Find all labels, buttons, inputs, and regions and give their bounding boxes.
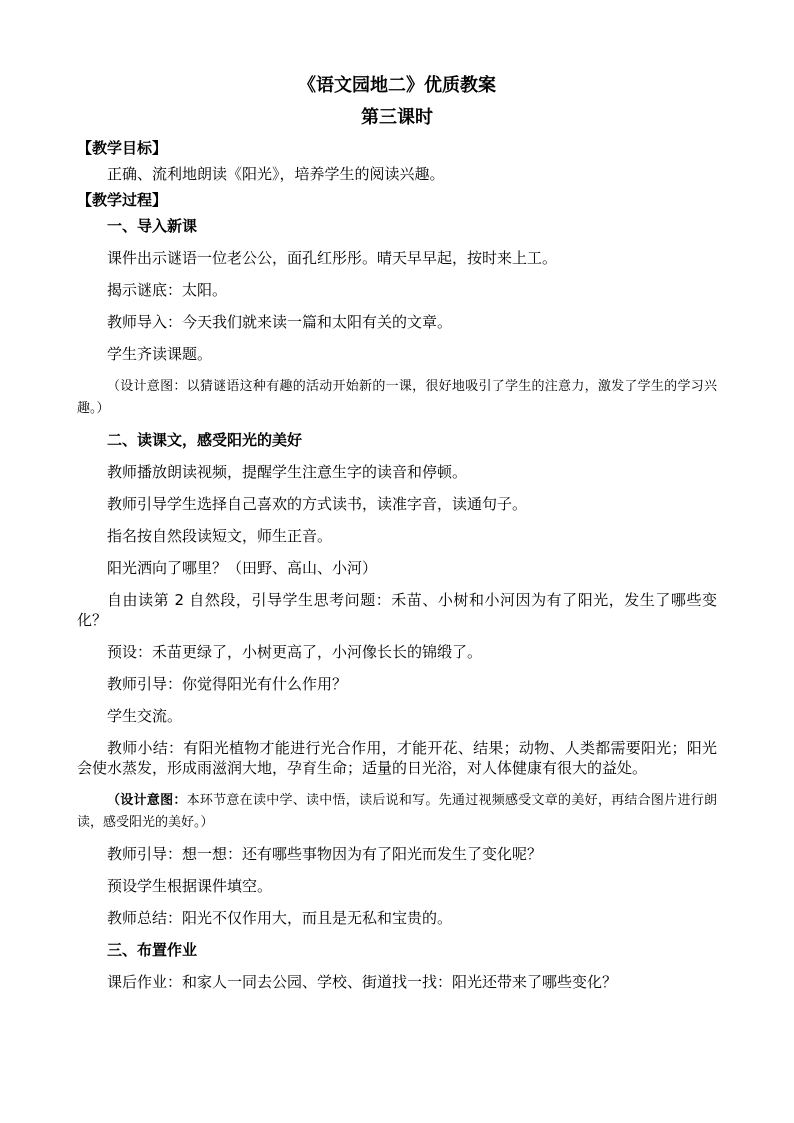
paragraph: 课后作业：和家人一同去公园、学校、街道找一找：阳光还带来了哪些变化？	[107, 973, 618, 991]
part1-heading: 一、导入新课	[107, 217, 198, 235]
part2-heading: 二、读课文，感受阳光的美好	[107, 431, 303, 449]
paragraph: 揭示谜底：太阳。	[107, 281, 228, 299]
paragraph: 自由读第 2 自然段，引导学生思考问题：禾苗、小树和小河因为有了阳光，发生了哪些变化？	[77, 591, 717, 629]
paragraph: 教师引导：想一想：还有哪些事物因为有了阳光而发生了变化呢？	[107, 845, 543, 863]
paragraph: 教师引导学生选择自己喜欢的方式读书，读准字音，读通句子。	[107, 495, 528, 513]
paragraph: 学生交流。	[107, 707, 183, 725]
paragraph: 课件出示谜语一位老公公，面孔红彤彤。晴天早早起，按时来上工。	[107, 249, 558, 267]
paragraph: 教师播放朗读视频，提醒学生注意生字的读音和停顿。	[107, 463, 468, 481]
paragraph: 教师引导：你觉得阳光有什么作用？	[107, 675, 348, 693]
part3-heading: 三、布置作业	[107, 941, 198, 959]
paragraph: 学生齐读课题。	[107, 345, 213, 363]
paragraph: 教师总结：阳光不仅作用大，而且是无私和宝贵的。	[107, 909, 453, 927]
section-goal-label: 【教学目标】	[77, 139, 168, 157]
paragraph: 阳光洒向了哪里？（田野、高山、小河）	[107, 559, 378, 577]
design-note: （设计意图：以猜谜语这种有趣的活动开始新的一课，很好地吸引了学生的注意力，激发了学生的学习兴趣。）	[77, 379, 717, 416]
paragraph: 教师导入：今天我们就来读一篇和太阳有关的文章。	[107, 313, 453, 331]
goal-text: 正确、流利地朗读《阳光》，培养学生的阅读兴趣。	[107, 165, 445, 183]
paragraph: 教师小结：有阳光植物才能进行光合作用，才能开花、结果；动物、人类都需要阳光；阳光会使水蒸发，形成雨滋润大地，孕育生命；适量的日光浴，对人体健康有很大的益处。	[77, 739, 717, 777]
section-process-label: 【教学过程】	[77, 191, 168, 209]
paragraph: 指名按自然段读短文，师生正音。	[107, 527, 333, 545]
design-note-body: 本环节意在读中学、读中悟，读后说和写。先通过视频感受文章的美好，再结合图片进行朗读，感受阳光的美好。）	[77, 793, 717, 830]
lesson-subtitle: 第三课时	[361, 107, 433, 128]
paragraph: 预设学生根据课件填空。	[107, 877, 273, 895]
document-page	[77, 70, 717, 1004]
design-note	[77, 790, 717, 834]
paragraph: 预设：禾苗更绿了，小树更高了，小河像长长的锦缎了。	[107, 643, 483, 661]
document-title: 《语文园地二》优质教案	[298, 75, 496, 96]
design-note-lead: （设计意图：	[107, 793, 187, 808]
